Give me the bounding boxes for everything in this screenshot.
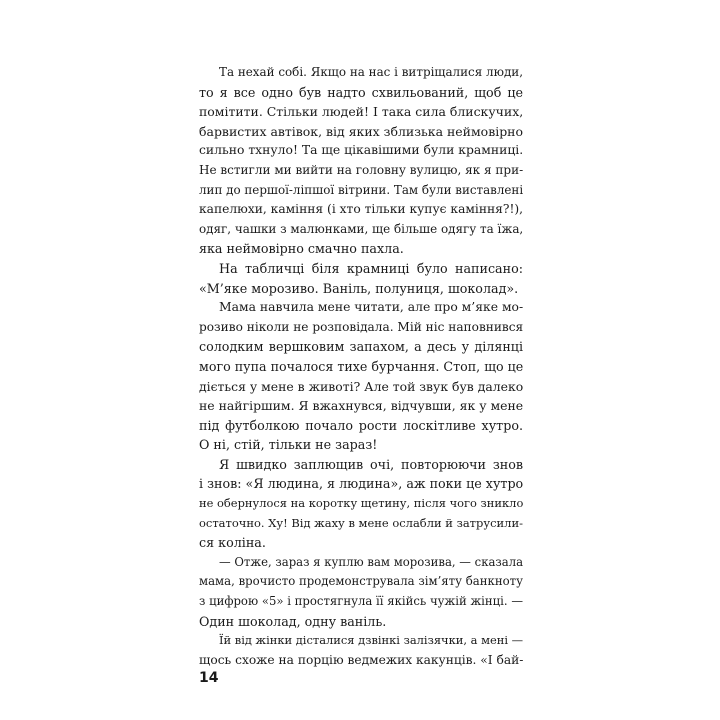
text-line: ся коліна.	[199, 535, 266, 551]
text-line: то я все одно був надто схвильований, щоб це	[199, 84, 523, 100]
text-line: діється у мене в животі? Але той звук був далеко	[199, 378, 523, 394]
text-line: не обернулося на коротку щетину, після чого зникло	[199, 496, 523, 511]
page-number: 14	[199, 670, 219, 686]
text-line: Та нехай собі. Якщо на нас і витріщалися люди,	[219, 65, 523, 79]
text-line: одяг, чашки з малюнками, ще більше одягу та їжа,	[199, 221, 523, 236]
text-line: Мама навчила мене читати, але про м’яке мо-	[219, 300, 523, 315]
text-line: яка неймовірно смачно пахла.	[199, 241, 404, 257]
text-line: капелюхи, каміння (і хто тільки купує каміння?!),	[199, 202, 523, 217]
paragraph	[199, 259, 523, 298]
text-line: щось схоже на порцію ведмежих какунців. «І бай-	[199, 652, 523, 667]
paragraph	[199, 298, 523, 455]
text-line: мого пупа почалося тихе бурчання. Стоп, що це	[199, 358, 523, 374]
text-line: Я швидко заплющив очі, повторюючи знов	[219, 456, 523, 472]
text-line: На табличці біля крамниці було написано:	[219, 260, 523, 276]
text-line: під футболкою почало рости лоскітливе хутро.	[199, 417, 523, 433]
page-text-block	[199, 63, 523, 670]
text-line: розиво ніколи не розповідала. Мій ніс наповнився	[199, 319, 523, 334]
text-line: Один шоколад, одну ваніль.	[199, 613, 387, 629]
text-line: солодким вершковим запахом, а десь у ділянці	[199, 339, 523, 355]
text-line: остаточно. Ху! Від жаху в мене ослабли й затрусили-	[199, 515, 523, 530]
text-line: сильно тхнуло! Та ще цікавішими були крамниці.	[199, 143, 523, 158]
text-line: і знов: «Я людина, я людина», аж поки це хутро	[199, 476, 523, 492]
paragraph	[199, 455, 523, 553]
paragraph	[199, 631, 523, 670]
text-line: Їй від жінки дісталися дзвінкі залізячки, а мені —	[219, 633, 523, 648]
text-line: «М’яке морозиво. Ваніль, полуниця, шоколад».	[199, 280, 519, 296]
text-line: з цифрою «5» і простягнула її якійсь чужій жінці. —	[199, 594, 523, 609]
text-line: мама, врочисто продемонструвала зім’яту банкноту	[199, 574, 523, 589]
text-line: — Отже, зараз я куплю вам морозива, — сказала	[219, 554, 523, 569]
text-line: О ні, стій, тільки не зараз!	[199, 437, 378, 453]
paragraph	[199, 553, 523, 631]
text-line: не найгіршим. Я вжахнувся, відчувши, як у мене	[199, 398, 523, 414]
paragraph	[199, 63, 523, 259]
text-line: лип до першої-ліпшої вітрини. Там були виставлені	[199, 182, 523, 197]
text-line: Не встигли ми вийти на головну вулицю, як я при-	[199, 162, 523, 177]
text-line: барвистих автівок, від яких зблизька неймовірно	[199, 123, 523, 139]
text-line: помітити. Стільки людей! І така сила блискучих,	[199, 104, 523, 120]
